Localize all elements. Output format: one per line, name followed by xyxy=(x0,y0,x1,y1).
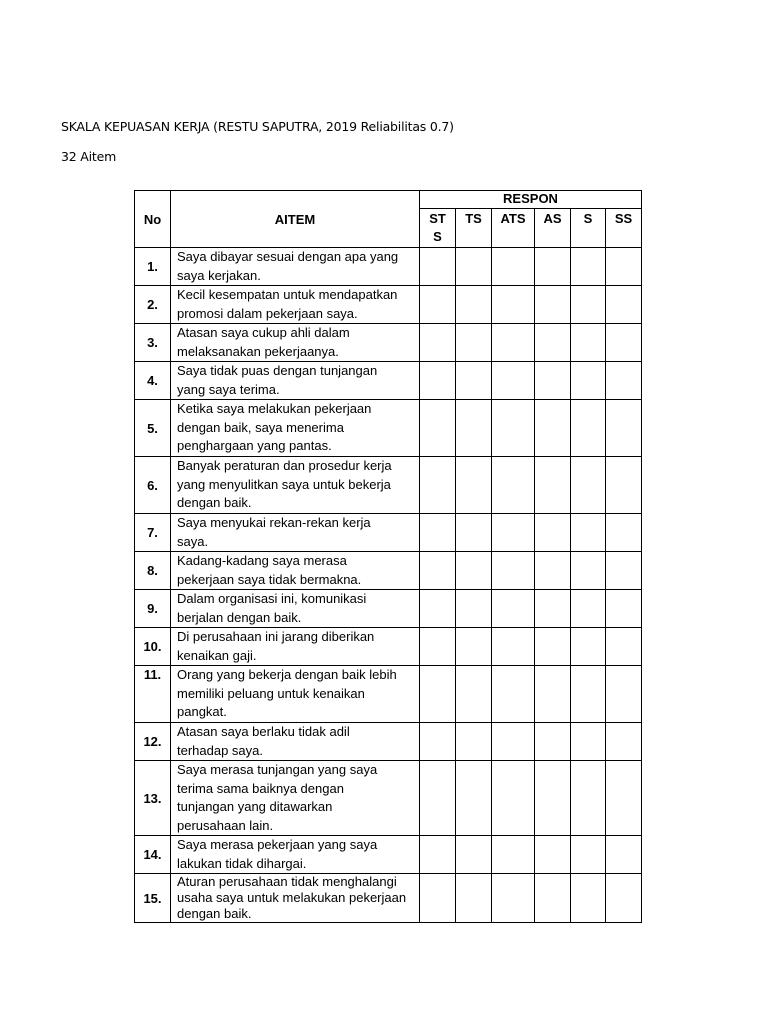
response-cell-ss[interactable] xyxy=(606,590,642,628)
response-cell-as[interactable] xyxy=(535,723,571,761)
item-number: 12. xyxy=(135,723,171,761)
response-cell-ts[interactable] xyxy=(456,761,492,836)
response-cell-s[interactable] xyxy=(571,400,606,457)
response-cell-as[interactable] xyxy=(535,248,571,286)
table-row xyxy=(135,723,642,761)
response-cell-s[interactable] xyxy=(571,324,606,362)
item-number: 13. xyxy=(135,761,171,836)
item-number: 7. xyxy=(135,514,171,552)
item-number: 15. xyxy=(135,874,171,923)
response-cell-as[interactable] xyxy=(535,836,571,874)
response-cell-as[interactable] xyxy=(535,286,571,324)
item-number: 9. xyxy=(135,590,171,628)
response-cell-ss[interactable] xyxy=(606,514,642,552)
response-cell-ts[interactable] xyxy=(456,666,492,723)
response-cell-as[interactable] xyxy=(535,761,571,836)
table-row xyxy=(135,400,642,457)
item-statement: Kecil kesempatan untuk mendapatkan promosi dalam pekerjaan saya. xyxy=(171,286,420,324)
item-statement: Ketika saya melakukan pekerjaan dengan baik, saya menerima penghargaan yang pantas. xyxy=(171,400,420,457)
response-cell-ts[interactable] xyxy=(456,248,492,286)
response-cell-ss[interactable] xyxy=(606,666,642,723)
response-cell-as[interactable] xyxy=(535,628,571,666)
response-cell-ats[interactable] xyxy=(492,628,535,666)
table-row xyxy=(135,248,642,286)
table-row xyxy=(135,761,642,836)
table-row xyxy=(135,628,642,666)
item-statement: Banyak peraturan dan prosedur kerja yang menyulitkan saya untuk bekerja dengan baik. xyxy=(171,457,420,514)
table-row xyxy=(135,836,642,874)
item-statement: Saya dibayar sesuai dengan apa yang saya kerjakan. xyxy=(171,248,420,286)
response-cell-sts[interactable] xyxy=(420,362,456,400)
response-cell-sts[interactable] xyxy=(420,874,456,923)
response-cell-ats[interactable] xyxy=(492,286,535,324)
response-cell-ts[interactable] xyxy=(456,628,492,666)
response-cell-ats[interactable] xyxy=(492,874,535,923)
response-cell-as[interactable] xyxy=(535,362,571,400)
response-cell-ss[interactable] xyxy=(606,761,642,836)
response-cell-ats[interactable] xyxy=(492,248,535,286)
item-statement: Kadang-kadang saya merasa pekerjaan saya tidak bermakna. xyxy=(171,552,420,590)
response-cell-ts[interactable] xyxy=(456,457,492,514)
table-row xyxy=(135,666,642,723)
response-cell-ts[interactable] xyxy=(456,836,492,874)
table-row xyxy=(135,552,642,590)
item-number: 10. xyxy=(135,628,171,666)
response-cell-ats[interactable] xyxy=(492,761,535,836)
response-cell-sts[interactable] xyxy=(420,457,456,514)
response-cell-ats[interactable] xyxy=(492,666,535,723)
item-statement: Dalam organisasi ini, komunikasi berjalan dengan baik. xyxy=(171,590,420,628)
response-cell-sts[interactable] xyxy=(420,248,456,286)
option-header-ts: TS xyxy=(456,208,492,247)
response-cell-sts[interactable] xyxy=(420,400,456,457)
table-body xyxy=(135,248,642,923)
response-cell-ats[interactable] xyxy=(492,362,535,400)
response-cell-as[interactable] xyxy=(535,457,571,514)
response-cell-s[interactable] xyxy=(571,590,606,628)
item-statement: Aturan perusahaan tidak menghalangi usaha saya untuk melakukan pekerjaan dengan baik. xyxy=(171,874,420,923)
response-cell-ats[interactable] xyxy=(492,836,535,874)
response-cell-s[interactable] xyxy=(571,514,606,552)
item-number: 2. xyxy=(135,286,171,324)
response-cell-ss[interactable] xyxy=(606,400,642,457)
response-cell-ats[interactable] xyxy=(492,457,535,514)
item-statement: Saya merasa pekerjaan yang saya lakukan tidak dihargai. xyxy=(171,836,420,874)
document-subtitle: 32 Aitem xyxy=(61,149,117,164)
column-header-item: AITEM xyxy=(171,191,420,248)
response-cell-ts[interactable] xyxy=(456,362,492,400)
option-header-as: AS xyxy=(535,208,571,247)
response-cell-s[interactable] xyxy=(571,457,606,514)
response-cell-ts[interactable] xyxy=(456,723,492,761)
response-cell-s[interactable] xyxy=(571,666,606,723)
response-cell-ats[interactable] xyxy=(492,723,535,761)
response-cell-ts[interactable] xyxy=(456,514,492,552)
response-cell-as[interactable] xyxy=(535,552,571,590)
item-statement: Atasan saya berlaku tidak adil terhadap saya. xyxy=(171,723,420,761)
response-cell-s[interactable] xyxy=(571,362,606,400)
item-statement: Saya tidak puas dengan tunjangan yang saya terima. xyxy=(171,362,420,400)
response-cell-s[interactable] xyxy=(571,286,606,324)
response-cell-ts[interactable] xyxy=(456,286,492,324)
response-cell-ats[interactable] xyxy=(492,324,535,362)
item-statement: Saya merasa tunjangan yang saya terima sama baiknya dengan tunjangan yang ditawarkan perusahaan lain. xyxy=(171,761,420,836)
response-cell-as[interactable] xyxy=(535,324,571,362)
table-row xyxy=(135,514,642,552)
item-number: 14. xyxy=(135,836,171,874)
option-header-ats: ATS xyxy=(492,208,535,247)
response-cell-as[interactable] xyxy=(535,666,571,723)
response-cell-ss[interactable] xyxy=(606,362,642,400)
response-cell-sts[interactable] xyxy=(420,723,456,761)
response-cell-s[interactable] xyxy=(571,836,606,874)
item-statement: Saya menyukai rekan-rekan kerja saya. xyxy=(171,514,420,552)
response-cell-sts[interactable] xyxy=(420,590,456,628)
response-cell-s[interactable] xyxy=(571,874,606,923)
column-header-no: No xyxy=(135,191,171,248)
item-statement: Atasan saya cukup ahli dalam melaksanakan pekerjaanya. xyxy=(171,324,420,362)
column-header-response: RESPON xyxy=(420,191,642,209)
response-cell-ss[interactable] xyxy=(606,324,642,362)
response-cell-as[interactable] xyxy=(535,514,571,552)
response-cell-sts[interactable] xyxy=(420,286,456,324)
response-cell-ss[interactable] xyxy=(606,552,642,590)
response-cell-as[interactable] xyxy=(535,874,571,923)
response-cell-s[interactable] xyxy=(571,552,606,590)
item-number: 5. xyxy=(135,400,171,457)
response-cell-ts[interactable] xyxy=(456,324,492,362)
table-row xyxy=(135,874,642,923)
response-cell-sts[interactable] xyxy=(420,552,456,590)
item-statement: Di perusahaan ini jarang diberikan kenaikan gaji. xyxy=(171,628,420,666)
table-row xyxy=(135,362,642,400)
response-cell-sts[interactable] xyxy=(420,761,456,836)
item-statement: Orang yang bekerja dengan baik lebih memiliki peluang untuk kenaikan pangkat. xyxy=(171,666,420,723)
response-cell-ats[interactable] xyxy=(492,400,535,457)
response-cell-ss[interactable] xyxy=(606,457,642,514)
response-cell-sts[interactable] xyxy=(420,324,456,362)
item-number: 6. xyxy=(135,457,171,514)
response-cell-sts[interactable] xyxy=(420,836,456,874)
response-cell-s[interactable] xyxy=(571,723,606,761)
item-number: 3. xyxy=(135,324,171,362)
item-number: 4. xyxy=(135,362,171,400)
item-number: 11. xyxy=(135,666,171,723)
response-cell-sts[interactable] xyxy=(420,514,456,552)
response-cell-as[interactable] xyxy=(535,590,571,628)
response-cell-ss[interactable] xyxy=(606,723,642,761)
response-cell-ats[interactable] xyxy=(492,514,535,552)
response-cell-ss[interactable] xyxy=(606,836,642,874)
table-row xyxy=(135,457,642,514)
response-cell-sts[interactable] xyxy=(420,666,456,723)
item-number: 8. xyxy=(135,552,171,590)
response-cell-ss[interactable] xyxy=(606,248,642,286)
response-cell-ss[interactable] xyxy=(606,286,642,324)
table-row xyxy=(135,286,642,324)
option-header-ss: SS xyxy=(606,208,642,247)
survey-table xyxy=(134,190,642,923)
item-number: 1. xyxy=(135,248,171,286)
response-cell-s[interactable] xyxy=(571,628,606,666)
response-cell-ss[interactable] xyxy=(606,628,642,666)
response-cell-ts[interactable] xyxy=(456,552,492,590)
response-cell-s[interactable] xyxy=(571,248,606,286)
response-cell-s[interactable] xyxy=(571,761,606,836)
response-cell-as[interactable] xyxy=(535,400,571,457)
response-cell-ts[interactable] xyxy=(456,400,492,457)
table-row xyxy=(135,324,642,362)
table-header xyxy=(135,191,642,248)
table-row xyxy=(135,590,642,628)
response-cell-ats[interactable] xyxy=(492,590,535,628)
response-cell-ss[interactable] xyxy=(606,874,642,923)
response-cell-ats[interactable] xyxy=(492,552,535,590)
document-title: SKALA KEPUASAN KERJA (RESTU SAPUTRA, 2019 Reliabilitas 0.7) xyxy=(61,119,454,134)
response-cell-sts[interactable] xyxy=(420,628,456,666)
response-cell-ts[interactable] xyxy=(456,874,492,923)
option-header-sts: ST S xyxy=(420,208,456,247)
option-header-s: S xyxy=(571,208,606,247)
response-cell-ts[interactable] xyxy=(456,590,492,628)
